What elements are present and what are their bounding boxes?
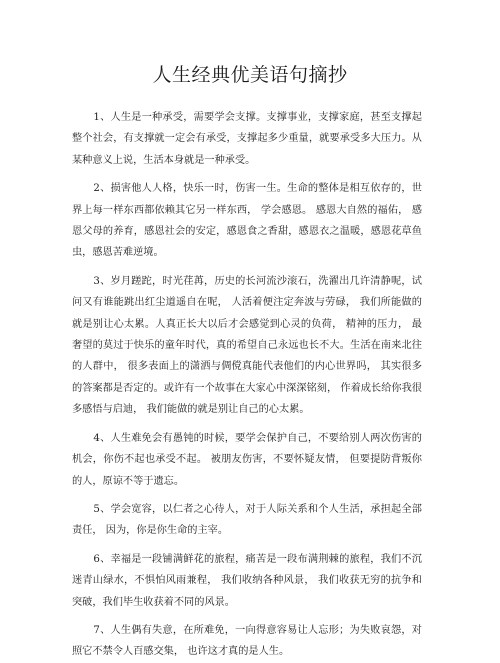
paragraph-5: 5、学会宽容，以仁者之心待人，对于人际关系和个人生活，承担起全部责任， 因为，你是你生命的主宰。 [72,503,422,537]
paragraph-1: 1、人生是一种承受，需要学会支撑。支撑事业，支撑家庭，甚至支撑起整个社会，有支撑就一定会有承受，支撑起多少重量，就要承受多大压力。从某种意义上说，生活本身就是一种承受。 [72,112,422,166]
paragraph-2: 2、损害他人人格，快乐一时，伤害一生。生命的整体是相互依存的，世界上每一样东西都依赖其它另一样东西， 学会感恩。 感恩大自然的福佑， 感恩父母的养育，感恩社会的安定，感恩食之香甜，感恩衣之温暖，感恩花草鱼虫，感恩苦难逆境。 [72,183,422,259]
paragraph-7: 7、人生偶有失意，在所难免，一向得意容易让人忘形；为失败哀怨，对照它不禁令人百感交集， 也许这才真的是人生。 [72,624,422,658]
page-title: 人生经典优美语句摘抄 [152,64,348,86]
paragraph-3: 3、岁月蹉跎，时光荏苒，历史的长河流沙滚石，洗濯出几许清静呢，试问又有谁能跳出红尘道遥自在呢， 人活着便注定奔波与劳碌， 我们所能做的就是别让心太累。人真正长大以后才会感觉到心灵的负荷， 精神的压力， 最奢望的莫过于快乐的童年时代，真的希望自己永远也长不大。生活在南来北往的人群中， 很多表面上的潇洒与倜傥真能代表他们的内心世界吗， 其实很多的答案都是否定的。或许有一个故事在大家心中深深铭刻， 作着成长给你我很多感悟与启迪， 我们能做的就是别让自己的心太累。 [72,275,422,416]
paragraph-4: 4、人生难免会有愚钝的时候，要学会保护自己，不要给别人两次伤害的机会，你伤不起也承受不起。 被朋友伤害，不要怀疑友情， 但要提防背叛你的人，原谅不等于遗忘。 [72,432,422,487]
paragraph-6: 6、幸福是一段铺满鲜花的旅程，痛苦是一段布满荆棘的旅程，我们不沉迷青山绿水，不惧怕风雨兼程， 我们收纳各种风景， 我们收获无穷的抗争和突破，我们毕生收获着不同的风景。 [72,553,422,608]
article-body [72,107,422,663]
